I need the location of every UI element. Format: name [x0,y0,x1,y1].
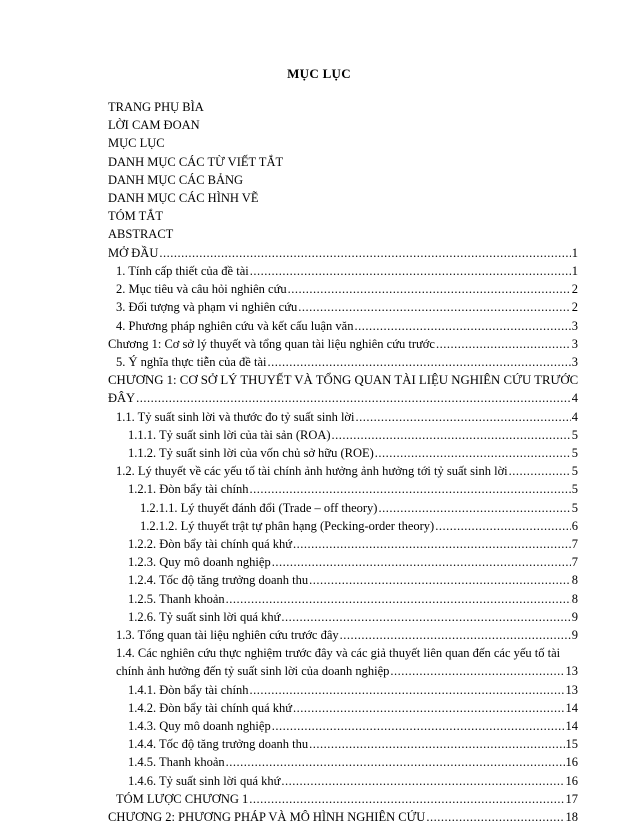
toc-page-number: 9 [571,609,578,624]
toc-entry[interactable] [128,681,578,699]
toc-page-number: 2 [571,300,578,315]
toc-entry-text: TÓM LƯỢC CHƯƠNG 1 [116,791,249,806]
toc-entry-text: 1.2.5. Thanh khoản [128,591,225,606]
dot-leader [293,535,571,553]
toc-entry[interactable] [116,626,578,644]
dot-leader [226,753,565,771]
dot-leader [390,662,564,680]
toc-entry-text: 1. Tính cấp thiết của đề tài [116,263,249,278]
toc-page-number: 7 [571,555,578,570]
toc-entry-text: 1.2.1. Đòn bẩy tài chính [128,482,249,497]
toc-page-number: 5 [571,445,578,460]
dot-leader [378,499,570,517]
toc-entry-text-continued: chính ảnh hưởng đến tỷ suất sinh lời của doanh nghiệp [116,664,390,679]
toc-entry[interactable] [116,408,578,426]
toc-page-number: 3 [571,336,578,351]
dot-leader [356,408,571,426]
dot-leader [272,717,565,735]
toc-page-number: 9 [571,627,578,642]
toc-entry[interactable] [128,753,578,771]
toc-entry[interactable] [128,772,578,790]
toc-entry[interactable] [128,717,578,735]
toc-entry[interactable] [108,335,578,353]
toc-page-number: 1 [571,263,578,278]
toc-entry-text: 1.3. Tổng quan tài liệu nghiên cứu trước đây [116,627,339,642]
dot-leader [249,480,570,498]
toc-entry[interactable] [116,662,578,680]
toc-entry[interactable] [128,608,578,626]
toc-entry[interactable] [116,317,578,335]
dot-leader [340,626,571,644]
toc-entry-text[interactable]: CHƯƠNG 1: CƠ SỞ LÝ THUYẾT VÀ TỔNG QUAN TÀI LIỆU NGHIÊN CỨU TRƯỚC [108,373,579,388]
toc-page-number: 3 [571,318,578,333]
toc-page-number: 6 [571,518,578,533]
toc-entry[interactable] [116,790,578,808]
toc-entry[interactable] [128,590,578,608]
toc-page-number: 7 [571,536,578,551]
toc-entry[interactable] [108,244,578,262]
dot-leader [375,444,571,462]
page-title: MỤC LỤC [287,66,351,81]
toc-entry[interactable] [128,699,578,717]
toc-front-item: TRANG PHỤ BÌA [108,100,204,114]
dot-leader [354,317,570,335]
toc-entry-text: 1.2.2. Đòn bẩy tài chính quá khứ [128,536,293,551]
dot-leader [509,462,571,480]
toc-page-number: 4 [571,391,578,406]
dot-leader [250,262,571,280]
toc-entry-text[interactable]: 1.4. Các nghiên cứu thực nghiệm trước đây và các giả thuyết liên quan đến các yếu tố tài [116,646,561,661]
toc-page-number: 2 [571,282,578,297]
dot-leader [272,553,571,571]
toc-entry-text-continued: ĐÂY [108,391,136,406]
toc-front-item: ABSTRACT [108,227,174,242]
dot-leader [309,735,564,753]
toc-page-number: 4 [571,409,578,424]
toc-entry-text: MỞ ĐẦU [108,245,159,260]
toc-page-number: 8 [571,573,578,588]
toc-page-number: 14 [565,700,578,715]
toc-page-number: 8 [571,591,578,606]
toc-front-item: MỤC LỤC [108,136,165,151]
toc-entry[interactable] [108,808,578,826]
toc-entry-text: 1.4.5. Thanh khoản [128,755,225,770]
dot-leader [293,699,564,717]
toc-page-number: 13 [565,664,578,679]
toc-entry-text: 1.2.3. Quy mô doanh nghiệp [128,555,271,570]
toc-entry[interactable] [128,444,578,462]
toc-page-number: 5 [571,464,578,479]
toc-entry[interactable] [116,298,578,316]
toc-page-number: 5 [571,482,578,497]
dot-leader [281,608,570,626]
toc-entry-text: 1.2. Lý thuyết về các yếu tố tài chính ảnh hưởng ảnh hưởng tới tỷ suất sinh lời [116,464,508,479]
dot-leader [426,808,564,826]
toc-page-number: 3 [571,354,578,369]
toc-entry[interactable] [108,389,578,407]
dot-leader [332,426,571,444]
dot-leader [249,790,564,808]
toc-entry[interactable] [116,262,578,280]
toc-entry[interactable] [140,517,578,535]
toc-entry[interactable] [116,462,578,480]
dot-leader [136,389,571,407]
dot-leader [226,590,571,608]
toc-front-item: TÓM TẮT [108,209,163,224]
toc-front-item: DANH MỤC CÁC TỪ VIẾT TẮT [108,154,284,169]
toc-entry[interactable] [128,480,578,498]
toc-entry[interactable] [128,571,578,589]
toc-entry-text: 1.4.4. Tốc độ tăng trưởng doanh thu [128,737,309,752]
toc-page-number: 16 [565,773,578,788]
toc-entry-text: 1.4.2. Đòn bẩy tài chính quá khứ [128,700,293,715]
toc-page-number: 13 [565,682,578,697]
dot-leader [159,244,570,262]
toc-entry-text: 1.4.1. Đòn bẩy tài chính [128,682,249,697]
toc-page-number: 5 [571,500,578,515]
toc-entry-text: 3. Đối tượng và phạm vi nghiên cứu [116,300,298,315]
toc-entry-text: Chương 1: Cơ sở lý thuyết và tổng quan tài liệu nghiên cứu trước [108,336,435,351]
dot-leader [267,353,570,371]
toc-page-number: 1 [571,245,578,260]
toc-front-item: DANH MỤC CÁC BẢNG [108,172,244,187]
toc-front-item: LỜI CAM ĐOAN [108,118,200,133]
toc-entry-text: 1.2.1.1. Lý thuyết đánh đổi (Trade – off theory) [140,500,378,515]
toc-entry[interactable] [128,426,578,444]
toc-entry-text: 1.1. Tỷ suất sinh lời và thước đo tỷ suất sinh lời [116,409,355,424]
toc-entry-text: 1.4.6. Tỷ suất sinh lời quá khứ [128,773,281,788]
toc-entry-text: 1.1.1. Tỷ suất sinh lời của tài sản (ROA) [128,427,331,442]
toc-page-number: 16 [565,755,578,770]
dot-leader [249,681,564,699]
toc-page-number: 5 [571,427,578,442]
dot-leader [435,517,571,535]
dot-leader [281,772,564,790]
toc-entry[interactable] [116,280,578,298]
toc-page-number: 18 [565,810,578,824]
toc-entry-text: 1.4.3. Quy mô doanh nghiệp [128,719,271,733]
toc-entry[interactable] [140,499,578,517]
dot-leader [298,298,571,316]
toc-page-number: 15 [565,737,578,752]
toc-page-number: 14 [565,719,578,733]
toc-entry-text: 4. Phương pháp nghiên cứu và kết cấu luận văn [116,318,354,333]
toc-front-item: DANH MỤC CÁC HÌNH VẼ [108,191,259,205]
dot-leader [309,571,571,589]
toc-entry-text: 1.2.6. Tỷ suất sinh lời quá khứ [128,609,281,624]
toc-entry[interactable] [128,535,578,553]
toc-entry-text: CHƯƠNG 2: PHƯƠNG PHÁP VÀ MÔ HÌNH NGHIÊN CỨU [108,810,426,824]
toc-page-number: 17 [565,791,578,806]
toc-entry[interactable] [128,553,578,571]
toc-entry-text: 1.2.1.2. Lý thuyết trật tự phân hạng (Pecking-order theory) [140,518,435,533]
toc-entry-text: 2. Mục tiêu và câu hỏi nghiên cứu [116,282,287,297]
toc-entry-text: 5. Ý nghĩa thực tiễn của đề tài [116,354,267,369]
toc-entry-text: 1.1.2. Tỷ suất sinh lời của vốn chủ sở hữu (ROE) [128,445,374,460]
toc-entry[interactable] [116,353,578,371]
toc-entry-text: 1.2.4. Tốc độ tăng trưởng doanh thu [128,573,309,588]
dot-leader [436,335,571,353]
dot-leader [288,280,571,298]
toc-entry[interactable] [128,735,578,753]
